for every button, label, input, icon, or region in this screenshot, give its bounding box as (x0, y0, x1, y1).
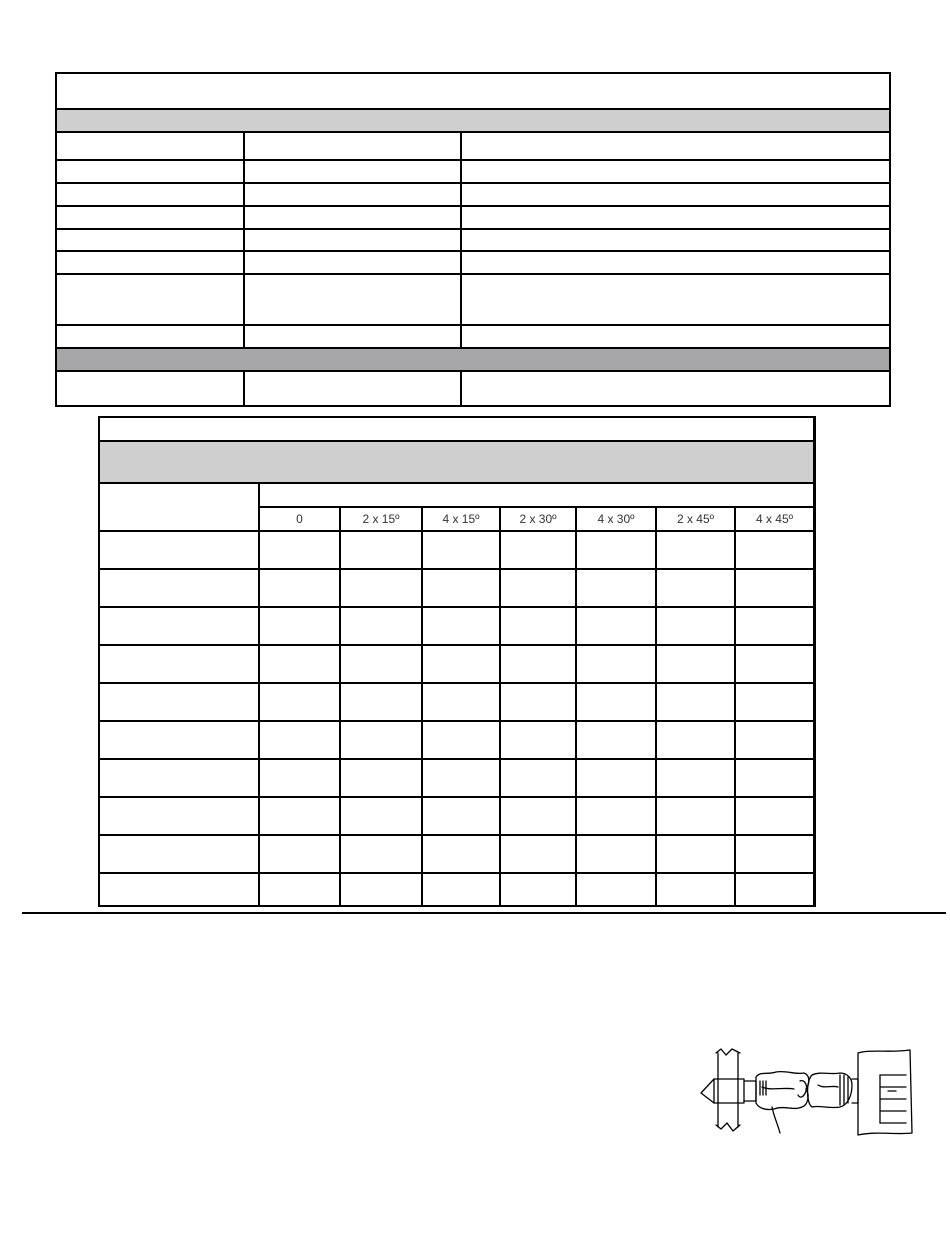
top-table-cell (57, 207, 245, 228)
elbow-table-row (100, 608, 813, 646)
top-table-cell (245, 207, 462, 228)
elbow-table-row (100, 532, 813, 570)
top-table-row (57, 133, 889, 161)
top-table-cell (245, 133, 462, 159)
top-table-cell (245, 372, 462, 407)
top-table-cell (462, 161, 889, 182)
elbow-row-label-cell (100, 684, 260, 720)
vent-pipe-connection-drawing-icon (700, 1045, 915, 1137)
top-table-cell (462, 207, 889, 228)
elbow-column-header: 0 (260, 508, 341, 532)
elbow-value-cell (736, 874, 813, 907)
top-table-cell (245, 252, 462, 273)
elbow-value-cell (260, 836, 341, 872)
top-table-cell (462, 184, 889, 205)
elbow-value-cell (736, 684, 813, 720)
elbow-table-row (100, 684, 813, 722)
elbow-row-label-cell (100, 722, 260, 758)
elbow-value-cell (657, 532, 736, 568)
elbow-value-cell (736, 608, 813, 644)
elbow-column-header: 4 x 15º (423, 508, 501, 532)
elbow-value-cell (423, 874, 501, 907)
elbow-value-cell (736, 836, 813, 872)
elbow-value-cell (341, 646, 423, 682)
elbow-value-cell (577, 570, 657, 606)
elbow-value-cell (423, 836, 501, 872)
section-divider (22, 912, 946, 914)
elbow-value-cell (736, 760, 813, 796)
elbow-value-cell (657, 646, 736, 682)
elbow-value-cell (260, 874, 341, 907)
top-table-cell (57, 230, 245, 250)
top-table-row (57, 184, 889, 207)
elbow-value-cell (577, 608, 657, 644)
elbow-value-cell (736, 798, 813, 834)
elbow-row-label-cell (100, 798, 260, 834)
elbow-value-cell (657, 874, 736, 907)
elbow-value-cell (501, 722, 577, 758)
elbow-value-cell (657, 570, 736, 606)
elbow-column-header: 4 x 45º (736, 508, 813, 532)
top-table-cell (245, 230, 462, 250)
elbow-value-cell (577, 760, 657, 796)
elbow-table-row (100, 836, 813, 874)
elbow-value-cell (577, 646, 657, 682)
elbow-value-cell (501, 532, 577, 568)
elbow-value-cell (423, 532, 501, 568)
elbow-value-cell (501, 760, 577, 796)
elbow-value-cell (341, 836, 423, 872)
top-table-cell (462, 275, 889, 324)
elbow-row-label-cell (100, 532, 260, 568)
top-table-cell (245, 184, 462, 205)
top-table-cell (462, 230, 889, 250)
elbow-value-cell (577, 836, 657, 872)
elbow-value-cell (501, 608, 577, 644)
elbow-value-cell (260, 722, 341, 758)
elbow-value-cell (423, 608, 501, 644)
top-table-cell (245, 275, 462, 324)
elbow-value-cell (657, 684, 736, 720)
elbow-value-cell (736, 646, 813, 682)
elbow-value-cell (341, 532, 423, 568)
top-table-cell (57, 133, 245, 159)
elbow-value-cell (260, 532, 341, 568)
elbow-row-label-cell (100, 608, 260, 644)
elbow-value-cell (260, 798, 341, 834)
top-table-row (57, 161, 889, 184)
elbow-value-cell (501, 684, 577, 720)
elbow-value-cell (341, 798, 423, 834)
elbow-table-group-header (260, 484, 813, 508)
elbow-value-cell (341, 722, 423, 758)
elbow-table-row-header (100, 484, 260, 532)
elbow-value-cell (260, 646, 341, 682)
elbow-table-subtitle-row (100, 442, 813, 484)
top-table-cell (57, 275, 245, 324)
top-table-row (57, 326, 889, 349)
elbow-value-cell (341, 684, 423, 720)
top-table-row (57, 372, 889, 407)
elbow-value-cell (657, 836, 736, 872)
elbow-value-cell (341, 874, 423, 907)
elbow-value-cell (736, 532, 813, 568)
elbow-table-row (100, 798, 813, 836)
top-table-cell (57, 326, 245, 347)
top-table-cell (245, 326, 462, 347)
elbow-value-cell (260, 570, 341, 606)
elbow-column-header: 4 x 30º (577, 508, 657, 532)
elbow-value-cell (577, 874, 657, 907)
elbow-value-cell (657, 722, 736, 758)
elbow-table-row (100, 760, 813, 798)
elbow-row-label-cell (100, 760, 260, 796)
top-table-section-header (57, 349, 889, 372)
elbow-value-cell (260, 684, 341, 720)
elbow-value-cell (657, 608, 736, 644)
elbow-column-header: 2 x 15º (341, 508, 423, 532)
elbow-table-row (100, 570, 813, 608)
elbow-value-cell (260, 760, 341, 796)
elbow-value-cell (341, 760, 423, 796)
elbow-value-cell (501, 570, 577, 606)
elbow-value-cell (577, 722, 657, 758)
top-table-row (57, 207, 889, 230)
elbow-table-row (100, 722, 813, 760)
top-table-title-row (57, 74, 889, 110)
elbow-row-label-cell (100, 874, 260, 907)
elbow-table-row (100, 874, 813, 907)
top-table-row (57, 252, 889, 275)
top-table-cell (462, 252, 889, 273)
elbow-value-cell (736, 570, 813, 606)
elbow-value-cell (423, 760, 501, 796)
elbow-length-table (98, 416, 816, 907)
elbow-row-label-cell (100, 646, 260, 682)
top-table-cell (57, 161, 245, 182)
top-table-cell (57, 252, 245, 273)
elbow-value-cell (341, 570, 423, 606)
elbow-value-cell (423, 798, 501, 834)
elbow-value-cell (501, 646, 577, 682)
top-table-cell (462, 326, 889, 347)
elbow-value-cell (423, 646, 501, 682)
elbow-value-cell (657, 760, 736, 796)
elbow-value-cell (657, 798, 736, 834)
elbow-value-cell (577, 532, 657, 568)
elbow-value-cell (577, 798, 657, 834)
top-spec-table (55, 72, 891, 407)
elbow-value-cell (423, 570, 501, 606)
top-table-row (57, 230, 889, 252)
top-table-section-header (57, 110, 889, 133)
elbow-value-cell (501, 836, 577, 872)
top-table-cell (462, 133, 889, 159)
elbow-column-header: 2 x 45º (657, 508, 736, 532)
elbow-value-cell (423, 722, 501, 758)
top-table-cell (57, 372, 245, 407)
elbow-value-cell (423, 684, 501, 720)
elbow-table-title-row (100, 418, 813, 442)
elbow-value-cell (577, 684, 657, 720)
elbow-value-cell (341, 608, 423, 644)
top-table-cell (245, 161, 462, 182)
elbow-value-cell (736, 722, 813, 758)
elbow-value-cell (501, 874, 577, 907)
elbow-table-row (100, 646, 813, 684)
top-table-cell (462, 372, 889, 407)
top-table-row (57, 275, 889, 326)
elbow-row-label-cell (100, 836, 260, 872)
top-table-cell (57, 184, 245, 205)
elbow-column-header: 2 x 30º (501, 508, 577, 532)
elbow-row-label-cell (100, 570, 260, 606)
elbow-value-cell (501, 798, 577, 834)
elbow-value-cell (260, 608, 341, 644)
